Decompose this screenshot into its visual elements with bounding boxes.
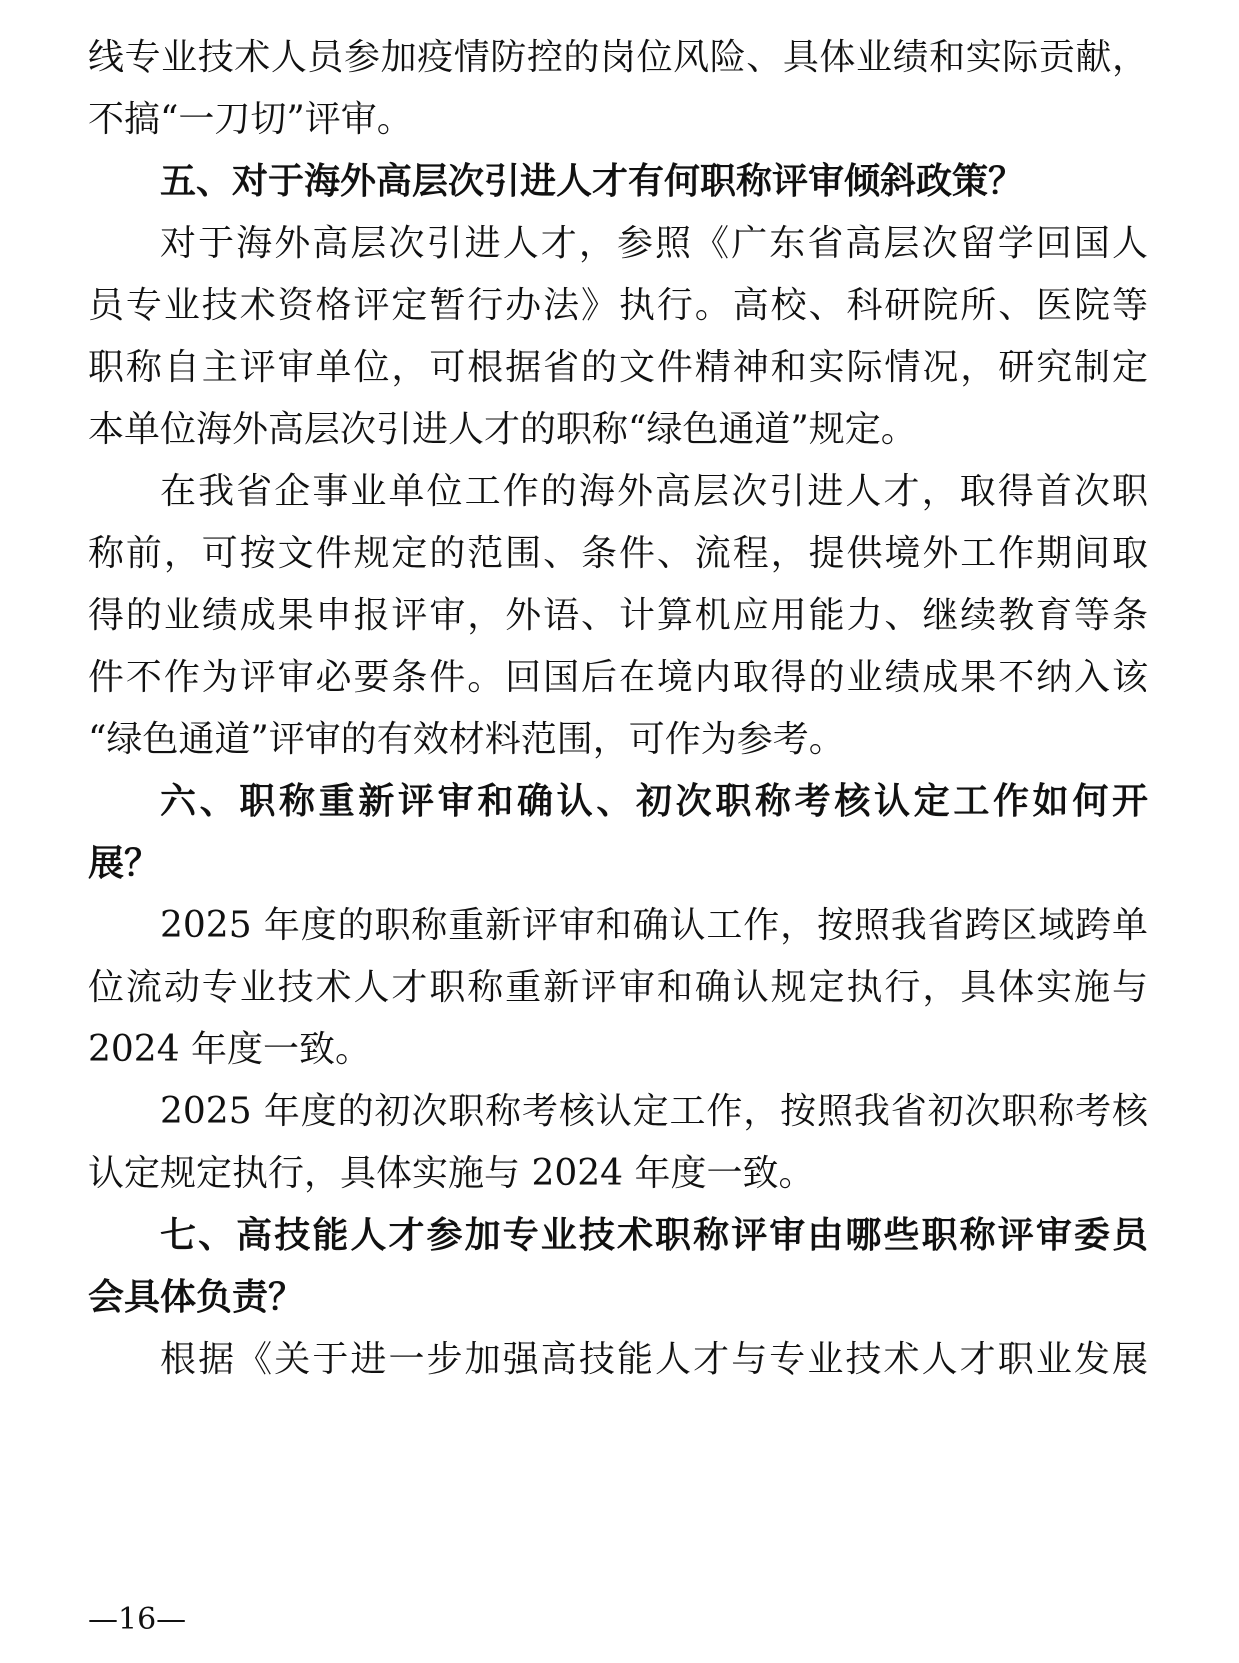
paragraph-line: 称前，可按文件规定的范围、条件、流程，提供境外工作期间取 [88, 533, 1148, 574]
section-heading-6: 展？ [88, 843, 161, 884]
paragraph-line: 位流动专业技术人才职称重新评审和确认规定执行，具体实施与 [88, 967, 1148, 1008]
page-number: —16— [88, 1602, 187, 1637]
section-heading-7: 七、高技能人才参加专业技术职称评审由哪些职称评审委员 [160, 1215, 1148, 1256]
paragraph-line: 得的业绩成果申报评审，外语、计算机应用能力、继续教育等条 [88, 595, 1148, 636]
section-heading-6: 六、职称重新评审和确认、初次职称考核认定工作如何开 [160, 781, 1148, 822]
paragraph-line: 不搞“一刀切”评审。 [88, 99, 413, 140]
paragraph-line: 根据《关于进一步加强高技能人才与专业技术人才职业发展 [160, 1339, 1148, 1380]
section-heading-7: 会具体负责？ [88, 1277, 305, 1318]
section-heading-5: 五、对于海外高层次引进人才有何职称评审倾斜政策？ [160, 161, 1025, 202]
paragraph-line: 职称自主评审单位，可根据省的文件精神和实际情况，研究制定 [88, 347, 1148, 388]
paragraph-line: 件不作为评审必要条件。回国后在境内取得的业绩成果不纳入该 [88, 657, 1148, 698]
paragraph-line: 在我省企事业单位工作的海外高层次引进人才，取得首次职 [160, 471, 1148, 512]
paragraph-line: 线专业技术人员参加疫情防控的岗位风险、具体业绩和实际贡献， [88, 37, 1148, 78]
paragraph-line: “绿色通道”评审的有效材料范围，可作为参考。 [88, 719, 845, 760]
paragraph-line: 员专业技术资格评定暂行办法》执行。高校、科研院所、医院等 [88, 285, 1148, 326]
paragraph-line: 2025 年度的初次职称考核认定工作，按照我省初次职称考核 [160, 1091, 1148, 1132]
paragraph-line: 认定规定执行，具体实施与 2024 年度一致。 [88, 1153, 815, 1194]
paragraph-line: 2024 年度一致。 [88, 1029, 372, 1070]
paragraph-line: 对于海外高层次引进人才，参照《广东省高层次留学回国人 [160, 223, 1148, 264]
paragraph-line: 2025 年度的职称重新评审和确认工作，按照我省跨区域跨单 [160, 905, 1148, 946]
paragraph-line: 本单位海外高层次引进人才的职称“绿色通道”规定。 [88, 409, 917, 450]
document-body [88, 37, 1148, 1380]
